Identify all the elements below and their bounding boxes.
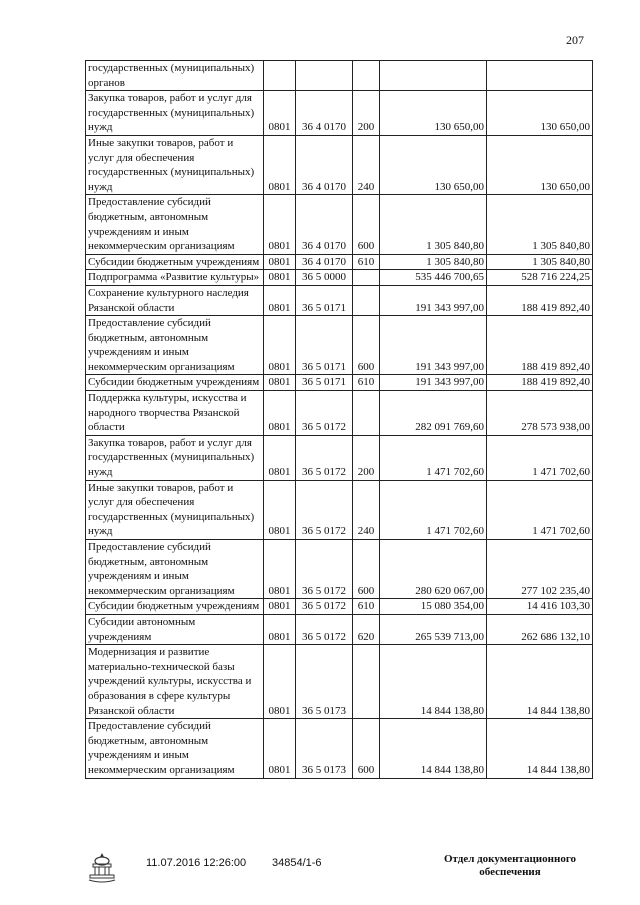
amount-cell: 191 343 997,00: [380, 375, 487, 391]
target-article-cell: 36 5 0172: [296, 540, 353, 599]
expense-type-cell: [353, 391, 380, 436]
row-name-cell: Субсидии автономным учреждениям: [86, 614, 264, 644]
budget-table: [85, 60, 593, 779]
table-row: [86, 480, 593, 539]
amount-cell: 191 343 997,00: [380, 316, 487, 375]
amount-cell: 265 539 713,00: [380, 614, 487, 644]
expense-type-cell: 610: [353, 375, 380, 391]
amount-alt-cell: 188 419 892,40: [487, 316, 593, 375]
amount-cell: [380, 61, 487, 91]
row-name-cell: Предоставление субсидий бюджетным, автономным учреждениям и иным некоммерческим организациям: [86, 316, 264, 375]
section-code-cell: 0801: [264, 316, 296, 375]
footer-department-line2: обеспечения: [479, 866, 541, 878]
expense-type-cell: [353, 61, 380, 91]
page-number: 207: [566, 33, 584, 47]
amount-alt-cell: 278 573 938,00: [487, 391, 593, 436]
row-name-cell: Субсидии бюджетным учреждениям: [86, 599, 264, 615]
expense-type-cell: 600: [353, 195, 380, 254]
target-article-cell: 36 5 0173: [296, 719, 353, 778]
amount-cell: 130 650,00: [380, 135, 487, 194]
target-article-cell: 36 5 0172: [296, 480, 353, 539]
footer-department: [430, 853, 590, 879]
emblem-icon: [87, 851, 117, 883]
section-code-cell: 0801: [264, 540, 296, 599]
table-row: [86, 719, 593, 778]
section-code-cell: 0801: [264, 614, 296, 644]
target-article-cell: 36 5 0172: [296, 614, 353, 644]
expense-type-cell: 600: [353, 719, 380, 778]
section-code-cell: 0801: [264, 599, 296, 615]
amount-cell: 1 471 702,60: [380, 435, 487, 480]
target-article-cell: 36 5 0172: [296, 599, 353, 615]
target-article-cell: 36 5 0172: [296, 435, 353, 480]
row-name-cell: Закупка товаров, работ и услуг для государственных (муниципальных) нужд: [86, 91, 264, 136]
amount-alt-cell: 14 844 138,80: [487, 645, 593, 719]
target-article-cell: 36 5 0172: [296, 391, 353, 436]
budget-table-body: [86, 61, 593, 779]
target-article-cell: 36 5 0173: [296, 645, 353, 719]
expense-type-cell: 200: [353, 435, 380, 480]
row-name-cell: Подпрограмма «Развитие культуры»: [86, 270, 264, 286]
table-row: [86, 254, 593, 270]
section-code-cell: 0801: [264, 195, 296, 254]
expense-type-cell: [353, 285, 380, 315]
section-code-cell: 0801: [264, 135, 296, 194]
amount-alt-cell: 14 844 138,80: [487, 719, 593, 778]
section-code-cell: 0801: [264, 391, 296, 436]
row-name-cell: Иные закупки товаров, работ и услуг для обеспечения государственных (муниципальных) нужд: [86, 135, 264, 194]
expense-type-cell: 620: [353, 614, 380, 644]
amount-cell: 282 091 769,60: [380, 391, 487, 436]
target-article-cell: 36 4 0170: [296, 91, 353, 136]
row-name-cell: Субсидии бюджетным учреждениям: [86, 254, 264, 270]
section-code-cell: 0801: [264, 375, 296, 391]
section-code-cell: [264, 61, 296, 91]
table-row: [86, 540, 593, 599]
amount-cell: 14 844 138,80: [380, 719, 487, 778]
section-code-cell: 0801: [264, 91, 296, 136]
table-row: [86, 135, 593, 194]
section-code-cell: 0801: [264, 285, 296, 315]
row-name-cell: государственных (муниципальных) органов: [86, 61, 264, 91]
row-name-cell: Поддержка культуры, искусства и народного творчества Рязанской области: [86, 391, 264, 436]
target-article-cell: 36 5 0171: [296, 375, 353, 391]
amount-alt-cell: 130 650,00: [487, 135, 593, 194]
table-row: [86, 270, 593, 286]
expense-type-cell: [353, 270, 380, 286]
expense-type-cell: 200: [353, 91, 380, 136]
expense-type-cell: 240: [353, 135, 380, 194]
amount-alt-cell: 14 416 103,30: [487, 599, 593, 615]
footer-doc-number: 34854/1-6: [272, 857, 322, 869]
amount-alt-cell: 528 716 224,25: [487, 270, 593, 286]
target-article-cell: [296, 61, 353, 91]
amount-cell: 1 305 840,80: [380, 195, 487, 254]
amount-alt-cell: 262 686 132,10: [487, 614, 593, 644]
row-name-cell: Закупка товаров, работ и услуг для государственных (муниципальных) нужд: [86, 435, 264, 480]
table-row: [86, 91, 593, 136]
table-row: [86, 645, 593, 719]
expense-type-cell: 600: [353, 316, 380, 375]
expense-type-cell: 240: [353, 480, 380, 539]
row-name-cell: Иные закупки товаров, работ и услуг для обеспечения государственных (муниципальных) нужд: [86, 480, 264, 539]
row-name-cell: Субсидии бюджетным учреждениям: [86, 375, 264, 391]
amount-alt-cell: 1 305 840,80: [487, 195, 593, 254]
section-code-cell: 0801: [264, 270, 296, 286]
amount-alt-cell: 1 305 840,80: [487, 254, 593, 270]
target-article-cell: 36 4 0170: [296, 135, 353, 194]
expense-type-cell: 600: [353, 540, 380, 599]
amount-alt-cell: 130 650,00: [487, 91, 593, 136]
table-row: [86, 285, 593, 315]
target-article-cell: 36 4 0170: [296, 195, 353, 254]
table-row: [86, 195, 593, 254]
target-article-cell: 36 5 0171: [296, 285, 353, 315]
section-code-cell: 0801: [264, 480, 296, 539]
amount-cell: 130 650,00: [380, 91, 487, 136]
table-row: [86, 614, 593, 644]
amount-cell: 1 471 702,60: [380, 480, 487, 539]
amount-alt-cell: 277 102 235,40: [487, 540, 593, 599]
section-code-cell: 0801: [264, 435, 296, 480]
amount-alt-cell: 188 419 892,40: [487, 375, 593, 391]
amount-cell: 15 080 354,00: [380, 599, 487, 615]
table-row: [86, 599, 593, 615]
row-name-cell: Предоставление субсидий бюджетным, автономным учреждениям и иным некоммерческим организациям: [86, 195, 264, 254]
amount-cell: 1 305 840,80: [380, 254, 487, 270]
target-article-cell: 36 4 0170: [296, 254, 353, 270]
amount-alt-cell: 1 471 702,60: [487, 480, 593, 539]
footer-department-line1: Отдел документационного: [443, 853, 577, 865]
row-name-cell: Предоставление субсидий бюджетным, автономным учреждениям и иным некоммерческим организациям: [86, 540, 264, 599]
target-article-cell: 36 5 0000: [296, 270, 353, 286]
row-name-cell: Сохранение культурного наследия Рязанской области: [86, 285, 264, 315]
table-row: [86, 435, 593, 480]
amount-alt-cell: 188 419 892,40: [487, 285, 593, 315]
amount-alt-cell: [487, 61, 593, 91]
footer-datetime: 11.07.2016 12:26:00: [146, 857, 247, 869]
expense-type-cell: 610: [353, 599, 380, 615]
amount-alt-cell: 1 471 702,60: [487, 435, 593, 480]
section-code-cell: 0801: [264, 645, 296, 719]
amount-cell: 535 446 700,65: [380, 270, 487, 286]
row-name-cell: Предоставление субсидий бюджетным, автономным учреждениям и иным некоммерческим организациям: [86, 719, 264, 778]
row-name-cell: Модернизация и развитие материально-технической базы учреждений культуры, искусства и образования в сфере культуры Рязанской области: [86, 645, 264, 719]
table-row: [86, 61, 593, 91]
expense-type-cell: [353, 645, 380, 719]
table-row: [86, 391, 593, 436]
target-article-cell: 36 5 0171: [296, 316, 353, 375]
amount-cell: 191 343 997,00: [380, 285, 487, 315]
section-code-cell: 0801: [264, 254, 296, 270]
amount-cell: 280 620 067,00: [380, 540, 487, 599]
table-row: [86, 375, 593, 391]
section-code-cell: 0801: [264, 719, 296, 778]
table-row: [86, 316, 593, 375]
amount-cell: 14 844 138,80: [380, 645, 487, 719]
expense-type-cell: 610: [353, 254, 380, 270]
